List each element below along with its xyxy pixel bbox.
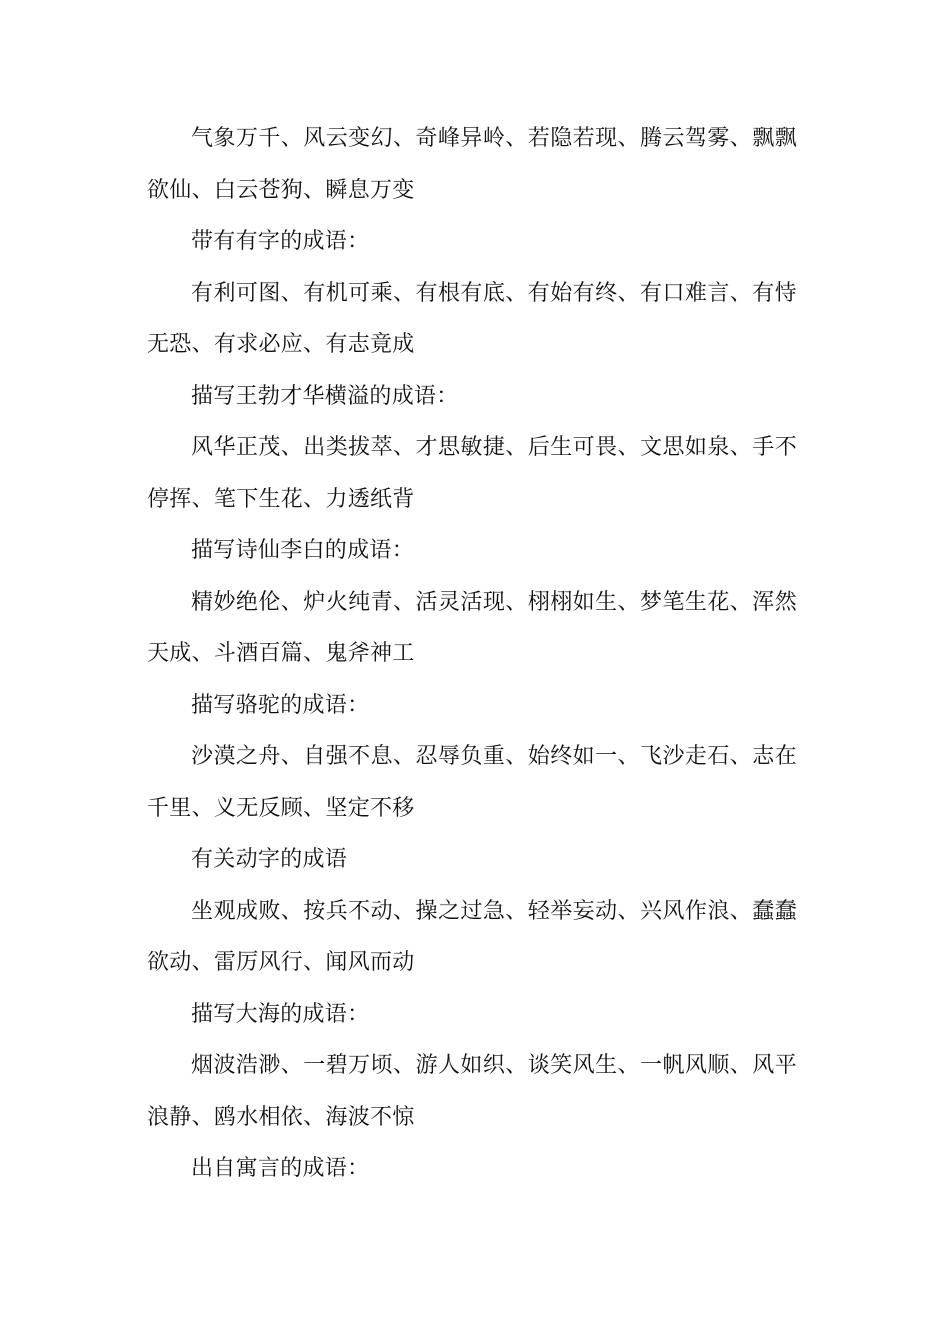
- heading-li-bai-idioms: 描写诗仙李白的成语：: [191, 538, 415, 563]
- idiom-list-sea: 烟波浩渺、一碧万顷、游人如织、谈笑风生、一帆风顺、风平浪静、鸥水相依、海波不惊: [147, 1053, 797, 1130]
- heading-wang-bo-idioms: 描写王勃才华横溢的成语：: [191, 383, 459, 409]
- idiom-list-li-bai: 精妙绝伦、炉火纯青、活灵活现、栩栩如生、梦笔生花、浑然天成、斗酒百篇、鬼斧神工: [147, 589, 797, 666]
- heading-dong-idioms: 有关动字的成语: [191, 847, 348, 872]
- heading-sea-idioms: 描写大海的成语：: [191, 1001, 370, 1027]
- idiom-list-dong: 坐观成败、按兵不动、操之过急、轻举妄动、兴风作浪、蠢蠢欲动、雷厉风行、闻风而动: [147, 898, 797, 975]
- heading-camel-idioms: 描写骆驼的成语：: [191, 692, 370, 718]
- heading-you-idioms: 带有有字的成语：: [191, 229, 370, 254]
- idiom-list-clouds: 气象万千、风云变幻、奇峰异岭、若隐若现、腾云驾雾、飘飘欲仙、白云苍狗、瞬息万变: [147, 126, 797, 203]
- document-body: [147, 113, 797, 1195]
- idiom-list-camel: 沙漠之舟、自强不息、忍辱负重、始终如一、飞沙走石、志在千里、义无反顾、坚定不移: [147, 744, 797, 821]
- heading-fable-idioms: 出自寓言的成语：: [191, 1156, 370, 1181]
- idiom-list-wang-bo: 风华正茂、出类拔萃、才思敏捷、后生可畏、文思如泉、手不停挥、笔下生花、力透纸背: [147, 435, 797, 512]
- idiom-list-you: 有利可图、有机可乘、有根有底、有始有终、有口难言、有恃无恐、有求必应、有志竟成: [147, 280, 797, 357]
